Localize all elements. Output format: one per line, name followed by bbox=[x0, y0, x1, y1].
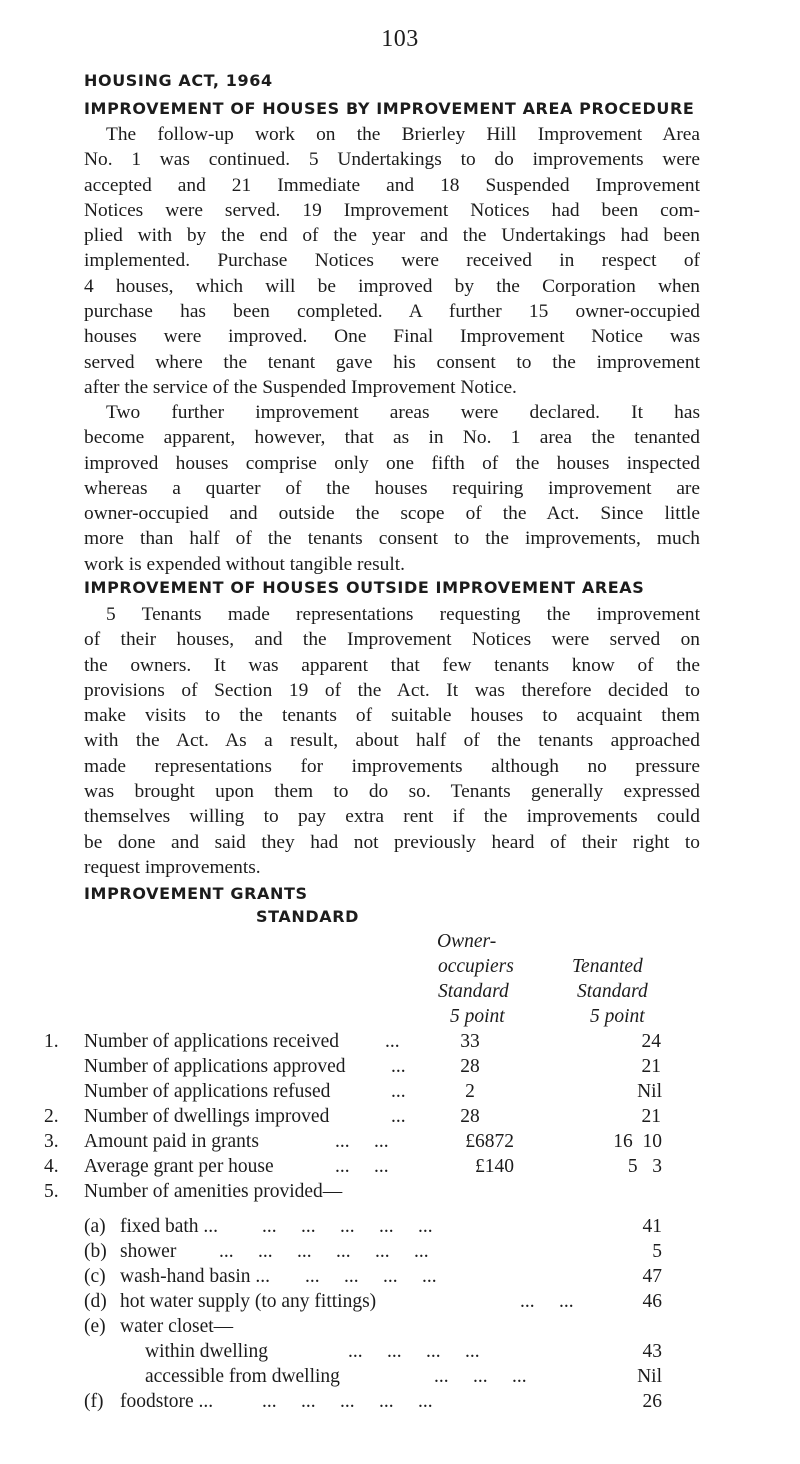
row-leader-dots: ... bbox=[391, 1106, 406, 1127]
text-line: No. 1 was continued. 5 Undertakings to do improvements were bbox=[84, 149, 700, 171]
row-value-owner: £6872 bbox=[465, 1131, 514, 1152]
row-value-tenanted: Nil bbox=[637, 1081, 662, 1102]
amenity-value: 41 bbox=[642, 1216, 662, 1237]
row-value-owner: 28 bbox=[460, 1056, 480, 1077]
col-header-owner-occupiers-3: Standard bbox=[438, 981, 509, 1002]
amenity-value: 46 bbox=[642, 1291, 662, 1312]
row-leader-dots: ... ... bbox=[335, 1131, 389, 1152]
amenity-value: 5 bbox=[652, 1241, 662, 1262]
row-label: Number of applications approved bbox=[84, 1056, 346, 1077]
row-label: Amount paid in grants bbox=[84, 1131, 259, 1152]
amenity-label: fixed bath ... bbox=[120, 1216, 219, 1237]
text-line: owner-occupied and outside the scope of the Act. Since little bbox=[84, 503, 700, 525]
text-line: houses were improved. One Final Improvement Notice was bbox=[84, 326, 700, 348]
row-number: 1. bbox=[44, 1031, 59, 1052]
col-header-owner-occupiers-4: 5 point bbox=[450, 1006, 505, 1027]
text-line: after the service of the Suspended Improvement Notice. bbox=[84, 376, 517, 398]
paragraph-outside-areas bbox=[84, 602, 700, 880]
amenity-label: shower bbox=[120, 1241, 177, 1262]
text-line: be done and said they had not previously heard of their right to bbox=[84, 831, 700, 853]
row-value-tenanted: 24 bbox=[641, 1031, 661, 1052]
amenity-label: within dwelling bbox=[145, 1341, 268, 1362]
amenity-key: (c) bbox=[84, 1266, 106, 1287]
page-number: 103 bbox=[381, 26, 419, 52]
heading-standard: STANDARD bbox=[256, 907, 360, 926]
row-label: Average grant per house bbox=[84, 1156, 274, 1177]
amenity-label: hot water supply (to any fittings) bbox=[120, 1291, 377, 1312]
text-line: 4 houses, which will be improved by the Corporation when bbox=[84, 275, 700, 297]
amenity-leader-dots: ... ... ... bbox=[434, 1366, 527, 1387]
heading-improvement-area-procedure: IMPROVEMENT OF HOUSES BY IMPROVEMENT AREA PROCEDURE bbox=[84, 99, 695, 118]
text-line: accepted and 21 Immediate and 18 Suspended Improvement bbox=[84, 174, 700, 196]
amenity-label: foodstore ... bbox=[120, 1391, 214, 1412]
row-number: 3. bbox=[44, 1131, 59, 1152]
amenity-leader-dots: ... ... bbox=[520, 1291, 574, 1312]
row-value-tenanted: 21 bbox=[641, 1106, 661, 1127]
amenity-leader-dots: ... ... ... ... ... ... bbox=[219, 1241, 429, 1262]
amenity-leader-dots: ... ... ... ... bbox=[305, 1266, 437, 1287]
text-line: provisions of Section 19 of the Act. It was therefore decided to bbox=[84, 679, 700, 701]
row-number: 4. bbox=[44, 1156, 59, 1177]
heading-improvement-grants: IMPROVEMENT GRANTS bbox=[84, 884, 308, 903]
text-line: purchase has been completed. A further 15 owner-occupied bbox=[84, 301, 700, 323]
amenity-value: 47 bbox=[642, 1266, 662, 1287]
amenity-label: water closet— bbox=[120, 1316, 234, 1337]
col-header-tenanted-3: 5 point bbox=[590, 1006, 645, 1027]
text-line: whereas a quarter of the houses requiring improvement are bbox=[84, 477, 700, 499]
col-header-tenanted-2: Standard bbox=[577, 981, 648, 1002]
amenity-value: Nil bbox=[637, 1366, 662, 1387]
amenity-leader-dots: ... ... ... ... ... bbox=[262, 1391, 433, 1412]
text-line: made representations for improvements although no pressure bbox=[84, 755, 700, 777]
text-line: plied with by the end of the year and the Undertakings had been bbox=[84, 225, 700, 247]
col-header-owner-occupiers-1: Owner- bbox=[437, 931, 497, 952]
text-line: The follow-up work on the Brierley Hill Improvement Area bbox=[106, 124, 700, 145]
paragraph-area-procedure-2 bbox=[84, 400, 700, 577]
amenity-leader-dots: ... ... ... ... bbox=[348, 1341, 480, 1362]
amenity-key: (b) bbox=[84, 1241, 107, 1262]
text-line: Notices were served. 19 Improvement Notices had been com- bbox=[84, 199, 700, 221]
row-label: Number of applications refused bbox=[84, 1081, 331, 1102]
amenity-key: (e) bbox=[84, 1316, 106, 1337]
row-label: Number of applications received bbox=[84, 1031, 340, 1052]
heading-housing-act: HOUSING ACT, 1964 bbox=[84, 71, 273, 90]
row-number: 5. bbox=[44, 1181, 59, 1202]
text-line: request improvements. bbox=[84, 856, 261, 878]
amenity-leader-dots: ... ... ... ... ... bbox=[262, 1216, 433, 1237]
text-line: of their houses, and the Improvement Notices were served on bbox=[84, 629, 700, 651]
row-value-tenanted: 16 10 bbox=[613, 1131, 662, 1152]
amenity-key: (a) bbox=[84, 1216, 106, 1237]
row-value-tenanted: 5 3 bbox=[627, 1156, 662, 1177]
row-value-owner: 2 bbox=[465, 1081, 475, 1102]
text-line: work is expended without tangible result. bbox=[84, 553, 405, 575]
text-line: the owners. It was apparent that few tenants know of the bbox=[84, 654, 700, 676]
row-leader-dots: ... bbox=[385, 1031, 400, 1052]
text-line: 5 Tenants made representations requesting the improvement bbox=[106, 604, 700, 625]
text-line: with the Act. As a result, about half of the tenants approached bbox=[84, 730, 700, 752]
row-label: Number of dwellings improved bbox=[84, 1106, 330, 1127]
row-value-owner: £140 bbox=[475, 1156, 514, 1177]
text-line: served where the tenant gave his consent to the improvement bbox=[84, 351, 700, 373]
row-label: Number of amenities provided— bbox=[84, 1181, 343, 1202]
heading-outside-improvement-areas: IMPROVEMENT OF HOUSES OUTSIDE IMPROVEMENT AREAS bbox=[84, 578, 645, 597]
text-line: improved houses comprise only one fifth of the houses inspected bbox=[84, 452, 700, 474]
text-line: implemented. Purchase Notices were received in respect of bbox=[84, 250, 700, 272]
amenity-key: (d) bbox=[84, 1291, 107, 1312]
row-value-tenanted: 21 bbox=[641, 1056, 661, 1077]
paragraph-area-procedure-1 bbox=[84, 122, 700, 400]
row-leader-dots: ... ... bbox=[335, 1156, 389, 1177]
text-line: more than half of the tenants consent to the improvements, much bbox=[84, 528, 700, 550]
row-value-owner: 33 bbox=[460, 1031, 480, 1052]
amenity-key: (f) bbox=[84, 1391, 104, 1412]
text-line: make visits to the tenants of suitable houses to acquaint them bbox=[84, 705, 700, 727]
amenity-value: 43 bbox=[642, 1341, 662, 1362]
text-line: Two further improvement areas were declared. It has bbox=[106, 402, 700, 423]
row-leader-dots: ... bbox=[391, 1081, 406, 1102]
amenity-value: 26 bbox=[642, 1391, 662, 1412]
row-number: 2. bbox=[44, 1106, 59, 1127]
amenity-label: accessible from dwelling bbox=[145, 1366, 340, 1387]
text-line: was brought upon them to do so. Tenants generally expressed bbox=[84, 781, 700, 803]
amenity-label: wash-hand basin ... bbox=[120, 1266, 271, 1287]
text-line: themselves willing to pay extra rent if the improvements could bbox=[84, 806, 700, 828]
row-value-owner: 28 bbox=[460, 1106, 480, 1127]
col-header-owner-occupiers-2: occupiers bbox=[438, 956, 514, 977]
text-line: become apparent, however, that as in No. 1 area the tenanted bbox=[84, 427, 700, 449]
row-leader-dots: ... bbox=[391, 1056, 406, 1077]
col-header-tenanted-1: Tenanted bbox=[572, 956, 643, 977]
